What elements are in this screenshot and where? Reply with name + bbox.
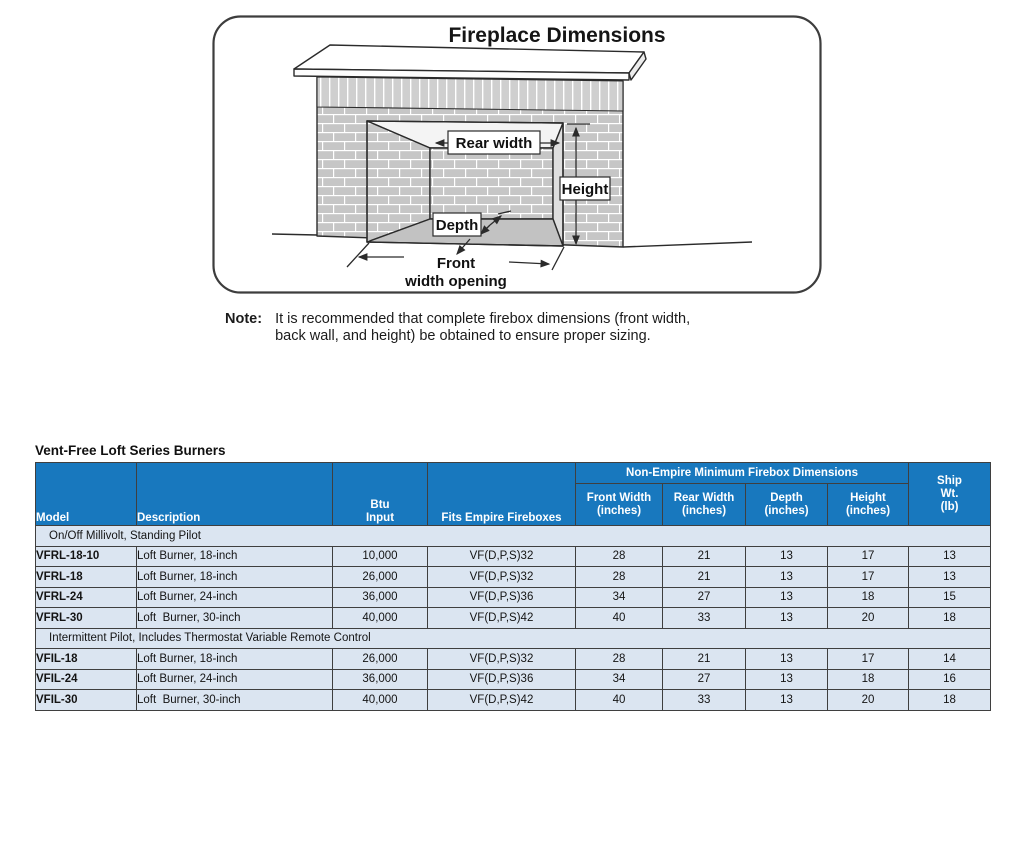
table-row xyxy=(36,587,991,608)
table-row xyxy=(36,567,991,588)
cell-fits: VF(D,P,S)42 xyxy=(428,608,576,629)
front-width-header-line1: Front Width xyxy=(586,491,652,504)
note-text xyxy=(275,311,690,345)
cell-depth: 13 xyxy=(746,690,828,711)
cell-model: VFRL-18 xyxy=(36,567,137,588)
ship-header-line2: Wt. xyxy=(940,487,959,500)
fireplace-dimensions-diagram xyxy=(212,15,822,295)
cell-model: VFIL-24 xyxy=(36,669,137,690)
cell-model: VFIL-18 xyxy=(36,649,137,670)
cell-height: 17 xyxy=(828,567,909,588)
fireplace-diagram-svg xyxy=(212,15,822,295)
cell-depth: 13 xyxy=(746,649,828,670)
height-label: Height xyxy=(561,181,609,198)
col-header-fits-empire-fireboxes: Fits Empire Fireboxes xyxy=(428,463,576,526)
cell-rear_width: 27 xyxy=(663,587,746,608)
col-header-depth xyxy=(746,484,828,526)
front-width-label-line2: width opening xyxy=(405,273,507,290)
depth-label: Depth xyxy=(435,217,479,234)
cell-ship: 18 xyxy=(909,608,991,629)
cell-btu: 40,000 xyxy=(333,690,428,711)
cell-model: VFRL-18-10 xyxy=(36,546,137,567)
depth-header-line1: Depth xyxy=(770,491,803,504)
height-header-line2: (inches) xyxy=(845,504,891,517)
cell-description: Loft Burner, 30-inch xyxy=(137,608,333,629)
col-group-header-non-empire-dimensions: Non-Empire Minimum Firebox Dimensions xyxy=(576,463,909,484)
cell-front_width: 40 xyxy=(576,690,663,711)
rear-width-header-line2: (inches) xyxy=(681,504,727,517)
cell-ship: 16 xyxy=(909,669,991,690)
cell-rear_width: 21 xyxy=(663,649,746,670)
cell-description: Loft Burner, 30-inch xyxy=(137,690,333,711)
cell-description: Loft Burner, 24-inch xyxy=(137,587,333,608)
cell-model: VFIL-30 xyxy=(36,690,137,711)
note-text-line2: back wall, and height) be obtained to ensure proper sizing. xyxy=(275,328,651,344)
cell-description: Loft Burner, 18-inch xyxy=(137,567,333,588)
cell-height: 18 xyxy=(828,669,909,690)
brick-soldier-course xyxy=(317,77,623,111)
cell-depth: 13 xyxy=(746,608,828,629)
cell-front_width: 28 xyxy=(576,649,663,670)
section-header-row xyxy=(36,628,991,649)
cell-fits: VF(D,P,S)36 xyxy=(428,587,576,608)
cell-height: 20 xyxy=(828,608,909,629)
table-row xyxy=(36,608,991,629)
cell-depth: 13 xyxy=(746,669,828,690)
firebox-back-wall xyxy=(430,148,553,219)
section-header-label: On/Off Millivolt, Standing Pilot xyxy=(36,526,991,547)
cell-front_width: 28 xyxy=(576,546,663,567)
cell-model: VFRL-24 xyxy=(36,587,137,608)
cell-height: 17 xyxy=(828,546,909,567)
ground-line-left xyxy=(272,234,317,235)
cell-ship: 18 xyxy=(909,690,991,711)
cell-description: Loft Burner, 24-inch xyxy=(137,669,333,690)
note-text-line1: It is recommended that complete firebox dimensions (front width, xyxy=(275,311,691,327)
col-header-ship-wt xyxy=(909,463,991,526)
diagram-title: Fireplace Dimensions xyxy=(448,24,666,47)
section-header-row xyxy=(36,526,991,547)
cell-height: 20 xyxy=(828,690,909,711)
cell-ship: 13 xyxy=(909,567,991,588)
cell-btu: 26,000 xyxy=(333,567,428,588)
cell-rear_width: 21 xyxy=(663,567,746,588)
burners-table xyxy=(35,462,991,711)
depth-header-line2: (inches) xyxy=(764,504,809,517)
cell-description: Loft Burner, 18-inch xyxy=(137,649,333,670)
cell-front_width: 40 xyxy=(576,608,663,629)
table-header xyxy=(36,463,991,526)
cell-btu: 40,000 xyxy=(333,608,428,629)
cell-front_width: 28 xyxy=(576,567,663,588)
cell-model: VFRL-30 xyxy=(36,608,137,629)
cell-description: Loft Burner, 18-inch xyxy=(137,546,333,567)
cell-btu: 36,000 xyxy=(333,587,428,608)
cell-ship: 14 xyxy=(909,649,991,670)
cell-ship: 13 xyxy=(909,546,991,567)
cell-fits: VF(D,P,S)32 xyxy=(428,649,576,670)
col-header-rear-width xyxy=(663,484,746,526)
rear-width-header-line1: Rear Width xyxy=(673,491,735,504)
cell-rear_width: 21 xyxy=(663,546,746,567)
table-body xyxy=(36,526,991,711)
cell-rear_width: 33 xyxy=(663,608,746,629)
table-header-row-1 xyxy=(36,463,991,484)
section-header-label: Intermittent Pilot, Includes Thermostat Variable Remote Control xyxy=(36,628,991,649)
front-width-label-line1: Front xyxy=(436,255,476,272)
cell-fits: VF(D,P,S)36 xyxy=(428,669,576,690)
cell-front_width: 34 xyxy=(576,669,663,690)
cell-fits: VF(D,P,S)42 xyxy=(428,690,576,711)
btu-header-line2: Input xyxy=(365,512,395,524)
col-header-model: Model xyxy=(36,463,137,526)
cell-depth: 13 xyxy=(746,546,828,567)
height-header-line1: Height xyxy=(850,491,886,504)
cell-depth: 13 xyxy=(746,567,828,588)
table-row xyxy=(36,546,991,567)
cell-btu: 36,000 xyxy=(333,669,428,690)
rear-width-label: Rear width xyxy=(455,135,533,152)
cell-btu: 26,000 xyxy=(333,649,428,670)
table-row xyxy=(36,690,991,711)
cell-depth: 13 xyxy=(746,587,828,608)
cell-fits: VF(D,P,S)32 xyxy=(428,546,576,567)
col-header-front-width xyxy=(576,484,663,526)
btu-header-line1: Btu xyxy=(370,499,390,511)
ship-header-line3: (lb) xyxy=(940,500,959,513)
table-row xyxy=(36,649,991,670)
cell-height: 17 xyxy=(828,649,909,670)
cell-rear_width: 27 xyxy=(663,669,746,690)
cell-front_width: 34 xyxy=(576,587,663,608)
cell-fits: VF(D,P,S)32 xyxy=(428,567,576,588)
ship-header-line1: Ship xyxy=(937,474,962,487)
cell-btu: 10,000 xyxy=(333,546,428,567)
table-title: Vent-Free Loft Series Burners xyxy=(35,443,226,458)
col-header-height xyxy=(828,484,909,526)
note xyxy=(225,311,690,345)
cell-ship: 15 xyxy=(909,587,991,608)
note-label: Note: xyxy=(225,311,263,327)
cell-height: 18 xyxy=(828,587,909,608)
col-header-btu-input xyxy=(333,463,428,526)
cell-rear_width: 33 xyxy=(663,690,746,711)
table-row xyxy=(36,669,991,690)
col-header-description: Description xyxy=(137,463,333,526)
front-width-header-line2: (inches) xyxy=(596,504,642,517)
